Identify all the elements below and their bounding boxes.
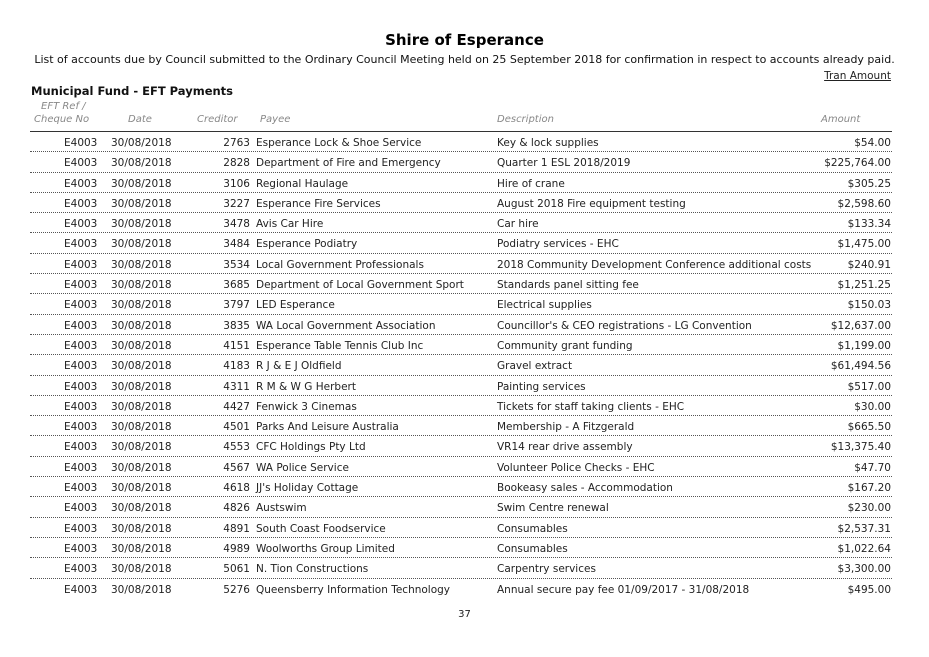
cell-creditor: 3797	[223, 299, 250, 312]
column-header-ref-line2: Cheque No	[34, 114, 90, 125]
cell-date: 30/08/2018	[111, 238, 172, 251]
cell-creditor: 4826	[223, 502, 250, 515]
cell-date: 30/08/2018	[111, 197, 172, 210]
table-row	[0, 376, 929, 396]
cell-amount: $495.00	[847, 583, 891, 596]
cell-payee: Avis Car Hire	[256, 218, 324, 231]
cell-creditor: 4311	[223, 380, 250, 393]
cell-date: 30/08/2018	[111, 522, 172, 535]
cell-creditor: 5061	[223, 563, 250, 576]
cell-description: Tickets for staff taking clients - EHC	[497, 400, 685, 413]
table-row	[0, 558, 929, 578]
table-row	[0, 193, 929, 213]
column-header-amount: Amount	[821, 114, 861, 125]
cell-date: 30/08/2018	[111, 258, 172, 271]
cell-eft-ref: E4003	[64, 157, 98, 170]
cell-date: 30/08/2018	[111, 421, 172, 434]
cell-payee: Department of Fire and Emergency	[256, 157, 441, 170]
cell-amount: $665.50	[847, 421, 891, 434]
table-row	[0, 335, 929, 355]
cell-description: Quarter 1 ESL 2018/2019	[497, 157, 631, 170]
cell-payee: WA Local Government Association	[256, 319, 436, 332]
cell-amount: $1,475.00	[837, 238, 891, 251]
cell-payee: WA Police Service	[256, 461, 349, 474]
cell-amount: $1,199.00	[837, 339, 891, 352]
cell-amount: $2,598.60	[837, 197, 891, 210]
cell-description: Bookeasy sales - Accommodation	[497, 482, 673, 495]
cell-date: 30/08/2018	[111, 218, 172, 231]
column-header-payee: Payee	[260, 114, 291, 125]
page-subtitle: List of accounts due by Council submitted to the Ordinary Council Meeting held on 25 September 2018 for confirmation in respect to accounts already paid.	[34, 53, 895, 66]
cell-date: 30/08/2018	[111, 177, 172, 190]
cell-amount: $30.00	[854, 400, 891, 413]
table-row	[0, 457, 929, 477]
cell-payee: Austswim	[256, 502, 307, 515]
cell-eft-ref: E4003	[64, 563, 98, 576]
cell-eft-ref: E4003	[64, 218, 98, 231]
cell-description: Councillor's & CEO registrations - LG Convention	[497, 319, 752, 332]
page-title: Shire of Esperance	[385, 31, 544, 49]
cell-description: 2018 Community Development Conference additional costs	[497, 258, 812, 271]
cell-payee: R J & E J Oldfield	[256, 360, 342, 373]
cell-description: Standards panel sitting fee	[497, 279, 639, 292]
cell-eft-ref: E4003	[64, 258, 98, 271]
cell-amount: $150.03	[847, 299, 891, 312]
cell-creditor: 3534	[223, 258, 250, 271]
cell-description: VR14 rear drive assembly	[497, 441, 633, 454]
cell-date: 30/08/2018	[111, 360, 172, 373]
cell-amount: $133.34	[847, 218, 891, 231]
cell-eft-ref: E4003	[64, 502, 98, 515]
cell-payee: N. Tion Constructions	[256, 563, 369, 576]
cell-eft-ref: E4003	[64, 238, 98, 251]
table-row	[0, 497, 929, 517]
cell-amount: $2,537.31	[837, 522, 891, 535]
cell-description: Membership - A Fitzgerald	[497, 421, 635, 434]
cell-eft-ref: E4003	[64, 441, 98, 454]
table-row	[0, 416, 929, 436]
cell-payee: Esperance Fire Services	[256, 197, 381, 210]
cell-eft-ref: E4003	[64, 279, 98, 292]
column-header-description: Description	[497, 114, 554, 125]
cell-creditor: 4151	[223, 339, 250, 352]
cell-creditor: 3227	[223, 197, 250, 210]
cell-creditor: 3835	[223, 319, 250, 332]
cell-eft-ref: E4003	[64, 197, 98, 210]
cell-description: Swim Centre renewal	[497, 502, 609, 515]
cell-date: 30/08/2018	[111, 339, 172, 352]
table-row	[0, 538, 929, 558]
cell-amount: $230.00	[847, 502, 891, 515]
table-row	[0, 518, 929, 538]
cell-amount: $167.20	[847, 482, 891, 495]
table-row	[0, 173, 929, 193]
cell-amount: $517.00	[847, 380, 891, 393]
table-row	[0, 152, 929, 172]
cell-creditor: 4553	[223, 441, 250, 454]
table-row	[0, 254, 929, 274]
cell-description: Podiatry services - EHC	[497, 238, 619, 251]
table-row	[0, 579, 929, 599]
cell-creditor: 3478	[223, 218, 250, 231]
cell-eft-ref: E4003	[64, 421, 98, 434]
cell-description: Consumables	[497, 522, 568, 535]
cell-eft-ref: E4003	[64, 319, 98, 332]
cell-creditor: 3685	[223, 279, 250, 292]
cell-amount: $12,637.00	[830, 319, 891, 332]
cell-amount: $1,251.25	[837, 279, 891, 292]
cell-eft-ref: E4003	[64, 522, 98, 535]
cell-payee: Queensberry Information Technology	[256, 583, 451, 596]
table-row	[0, 477, 929, 497]
column-header-creditor: Creditor	[197, 114, 238, 125]
cell-amount: $54.00	[854, 137, 891, 149]
cell-eft-ref: E4003	[64, 360, 98, 373]
cell-date: 30/08/2018	[111, 482, 172, 495]
cell-date: 30/08/2018	[111, 461, 172, 474]
cell-creditor: 2828	[223, 157, 250, 170]
cell-payee: Esperance Table Tennis Club Inc	[256, 339, 424, 352]
table-row	[0, 132, 929, 152]
cell-eft-ref: E4003	[64, 461, 98, 474]
cell-date: 30/08/2018	[111, 157, 172, 170]
cell-description: Key & lock supplies	[497, 137, 599, 149]
cell-amount: $13,375.40	[830, 441, 891, 454]
cell-payee: Esperance Lock & Shoe Service	[256, 137, 422, 149]
payments-table	[0, 132, 929, 599]
column-header-ref-line1: EFT Ref /	[41, 101, 86, 112]
cell-description: Annual secure pay fee 01/09/2017 - 31/08/2018	[497, 583, 750, 596]
table-row	[0, 355, 929, 375]
cell-creditor: 5276	[223, 583, 250, 596]
cell-eft-ref: E4003	[64, 583, 98, 596]
cell-creditor: 3484	[223, 238, 250, 251]
cell-date: 30/08/2018	[111, 299, 172, 312]
table-row	[0, 315, 929, 335]
cell-amount: $225,764.00	[824, 157, 891, 170]
cell-description: Carpentry services	[497, 563, 596, 576]
cell-payee: Regional Haulage	[256, 177, 349, 190]
cell-eft-ref: E4003	[64, 177, 98, 190]
cell-eft-ref: E4003	[64, 482, 98, 495]
table-row	[0, 233, 929, 253]
cell-description: Consumables	[497, 542, 568, 555]
cell-date: 30/08/2018	[111, 400, 172, 413]
cell-eft-ref: E4003	[64, 400, 98, 413]
cell-payee: Parks And Leisure Australia	[256, 421, 399, 434]
cell-date: 30/08/2018	[111, 319, 172, 332]
cell-amount: $1,022.64	[837, 542, 891, 555]
table-row	[0, 396, 929, 416]
table-row	[0, 274, 929, 294]
column-headers	[0, 101, 929, 131]
cell-eft-ref: E4003	[64, 339, 98, 352]
cell-payee: R M & W G Herbert	[256, 380, 356, 393]
table-row	[0, 436, 929, 456]
cell-creditor: 2763	[223, 137, 250, 149]
cell-description: Car hire	[497, 218, 539, 231]
cell-creditor: 4891	[223, 522, 250, 535]
cell-date: 30/08/2018	[111, 502, 172, 515]
cell-amount: $61,494.56	[830, 360, 891, 373]
cell-amount: $305.25	[847, 177, 891, 190]
table-row	[0, 213, 929, 233]
cell-creditor: 4989	[223, 542, 250, 555]
page-number: 37	[458, 609, 471, 620]
cell-amount: $3,300.00	[837, 563, 891, 576]
cell-amount: $240.91	[847, 258, 891, 271]
cell-description: Volunteer Police Checks - EHC	[497, 461, 655, 474]
cell-payee: LED Esperance	[256, 299, 335, 312]
cell-description: Gravel extract	[497, 360, 573, 373]
cell-payee: Department of Local Government Sport	[256, 279, 464, 292]
cell-creditor: 4427	[223, 400, 250, 413]
cell-description: Hire of crane	[497, 177, 565, 190]
cell-payee: Local Government Professionals	[256, 258, 424, 271]
cell-payee: South Coast Foodservice	[256, 522, 386, 535]
cell-date: 30/08/2018	[111, 441, 172, 454]
cell-creditor: 4501	[223, 421, 250, 434]
cell-date: 30/08/2018	[111, 563, 172, 576]
cell-eft-ref: E4003	[64, 380, 98, 393]
cell-amount: $47.70	[854, 461, 891, 474]
cell-date: 30/08/2018	[111, 137, 172, 149]
cell-eft-ref: E4003	[64, 299, 98, 312]
cell-date: 30/08/2018	[111, 380, 172, 393]
cell-description: Painting services	[497, 380, 586, 393]
table-row	[0, 294, 929, 314]
cell-description: Electrical supplies	[497, 299, 592, 312]
cell-payee: Woolworths Group Limited	[256, 542, 395, 555]
cell-creditor: 4567	[223, 461, 250, 474]
cell-eft-ref: E4003	[64, 542, 98, 555]
cell-date: 30/08/2018	[111, 583, 172, 596]
section-title: Municipal Fund - EFT Payments	[31, 84, 234, 98]
cell-creditor: 3106	[223, 177, 250, 190]
cell-description: Community grant funding	[497, 339, 633, 352]
cell-payee: Fenwick 3 Cinemas	[256, 400, 357, 413]
cell-payee: JJ's Holiday Cottage	[256, 482, 359, 495]
cell-date: 30/08/2018	[111, 279, 172, 292]
cell-payee: CFC Holdings Pty Ltd	[256, 441, 366, 454]
cell-creditor: 4618	[223, 482, 250, 495]
cell-eft-ref: E4003	[64, 137, 98, 149]
cell-description: August 2018 Fire equipment testing	[497, 197, 686, 210]
cell-payee: Esperance Podiatry	[256, 238, 358, 251]
column-header-date: Date	[128, 114, 152, 125]
tran-amount-label: Tran Amount	[824, 70, 891, 82]
cell-creditor: 4183	[223, 360, 250, 373]
cell-date: 30/08/2018	[111, 542, 172, 555]
